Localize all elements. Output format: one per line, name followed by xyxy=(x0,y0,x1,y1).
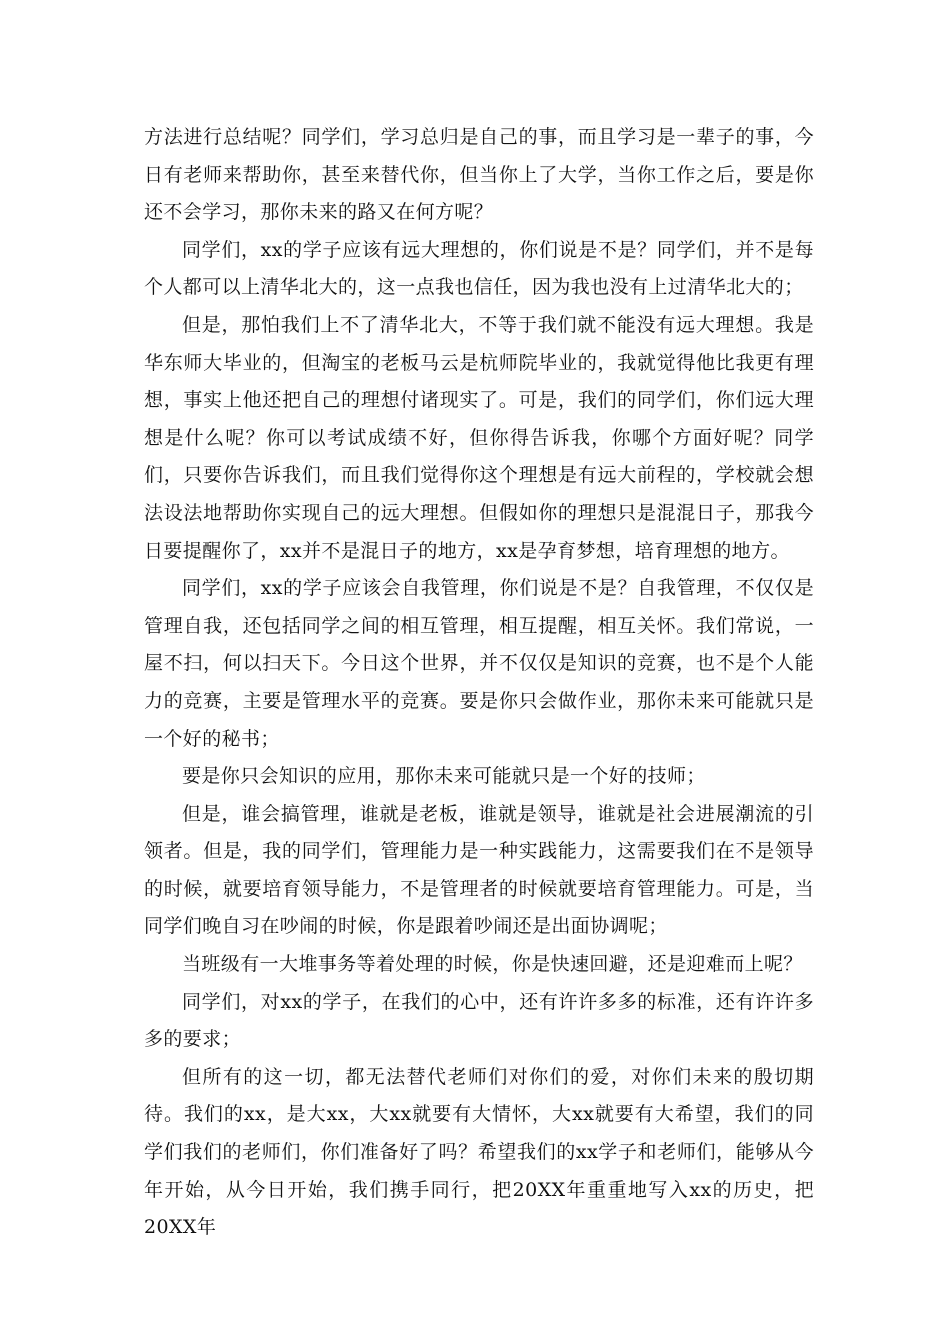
paragraph-7: 当班级有一大堆事务等着处理的时候，你是快速回避，还是迎难而上呢？ xyxy=(182,953,803,976)
paragraph-6: 但是，谁会搞管理，谁就是老板，谁就是领导，谁就是社会进展潮流的引领者。但是，我的同学们，管理能力是一种实践能力，这需要我们在不是领导的时候，就要培育领导能力，不是管理者的时候就要培育管理能力。可是，当同学们晚自习在吵闹的时候，你是跟着吵闹还是出面协调呢； xyxy=(144,802,814,938)
paragraph-1: 方法进行总结呢？同学们，学习总归是自己的事，而且学习是一辈子的事，今日有老师来帮助你，甚至来替代你，但当你上了大学，当你工作之后，要是你还不会学习，那你未来的路又在何方呢？ xyxy=(144,126,814,224)
paragraph-3: 但是，那怕我们上不了清华北大，不等于我们就不能没有远大理想。我是华东师大毕业的，但淘宝的老板马云是杭师院毕业的，我就觉得他比我更有理想，事实上他还把自己的理想付诸现实了。可是，我们的同学们，你们远大理想是什么呢？你可以考试成绩不好，但你得告诉我，你哪个方面好呢？同学们，只要你告诉我们，而且我们觉得你这个理想是有远大前程的，学校就会想法设法地帮助你实现自己的远大理想。但假如你的理想只是混混日子，那我今日要提醒你了，xx并不是混日子的地方，xx是孕育梦想，培育理想的地方。 xyxy=(144,313,814,562)
paragraph-9: 但所有的这一切，都无法替代老师们对你们的爱，对你们未来的殷切期待。我们的xx，是大xx，大xx就要有大情怀，大xx就要有大希望，我们的同学们我们的老师们，你们准备好了吗？希望我们的xx学子和老师们，能够从今年开始，从今日开始，我们携手同行，把20XX年重重地写入xx的历史，把20XX年 xyxy=(144,1065,814,1239)
paragraph-2: 同学们，xx的学子应该有远大理想的，你们说是不是？同学们，并不是每个人都可以上清华北大的，这一点我也信任，因为我也没有上过清华北大的； xyxy=(144,238,814,299)
paragraph-8: 同学们，对xx的学子，在我们的心中，还有许许多多的标准，还有许许多多的要求； xyxy=(144,990,814,1051)
document-body xyxy=(144,119,814,1247)
paragraph-5: 要是你只会知识的应用，那你未来可能就只是一个好的技师； xyxy=(182,765,706,788)
paragraph-4: 同学们，xx的学子应该会自我管理，你们说是不是？自我管理，不仅仅是管理自我，还包括同学之间的相互管理，相互提醒，相互关怀。我们常说，一屋不扫，何以扫天下。今日这个世界，并不仅仅是知识的竞赛，也不是个人能力的竞赛，主要是管理水平的竞赛。要是你只会做作业，那你未来可能就只是一个好的秘书； xyxy=(144,577,814,750)
